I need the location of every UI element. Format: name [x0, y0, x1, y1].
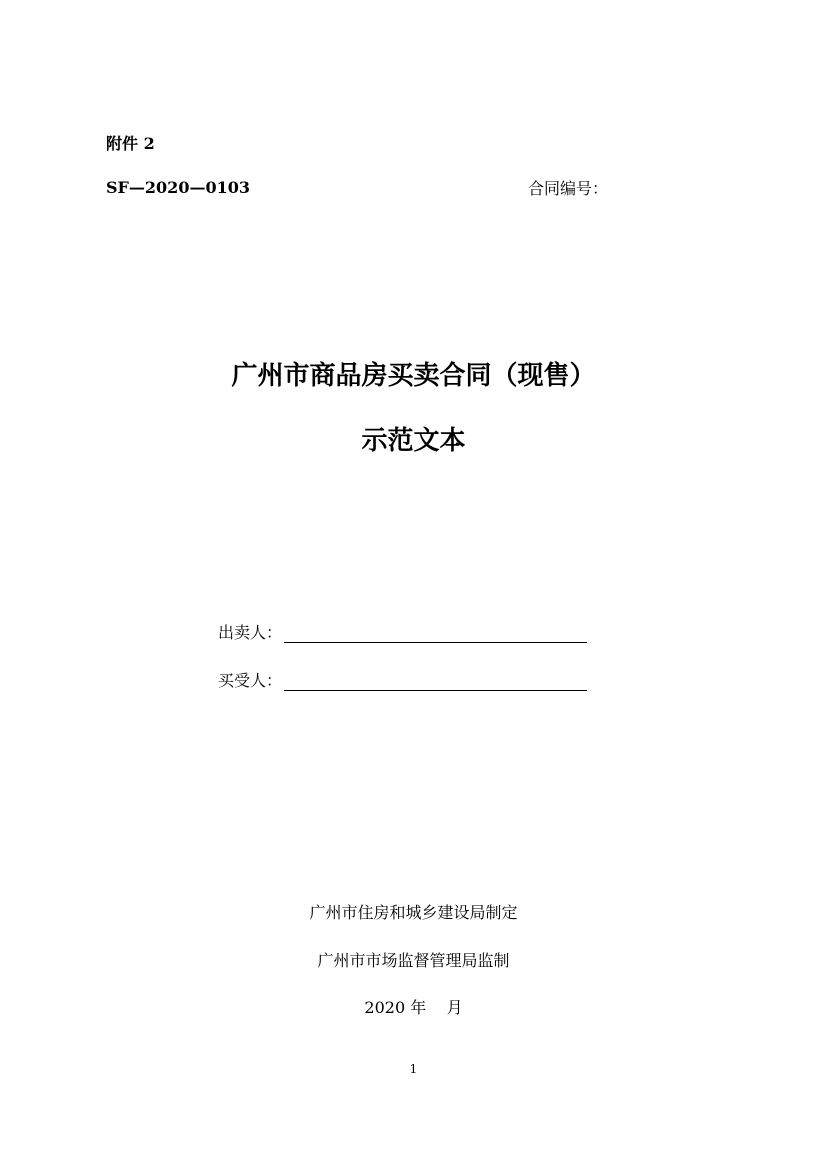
issuing-authority: 广州市住房和城乡建设局制定	[309, 903, 518, 922]
document-subtitle: 示范文本	[361, 426, 466, 456]
issue-date: 2020 年 月	[364, 998, 463, 1017]
document-title: 广州市商品房买卖合同（现售）	[231, 361, 596, 391]
page-number: 1	[409, 1062, 418, 1076]
supervising-authority: 广州市市场监督管理局监制	[317, 951, 510, 970]
seller-label: 出卖人：	[218, 623, 283, 642]
document-code: SF—2020—0103	[106, 178, 250, 197]
attachment-label: 附件 2	[106, 134, 155, 153]
buyer-field	[218, 668, 587, 691]
seller-field	[218, 620, 587, 643]
buyer-blank-line	[284, 676, 587, 691]
buyer-label: 买受人：	[218, 671, 283, 690]
seller-blank-line	[284, 628, 587, 643]
contract-number-label: 合同编号：	[528, 179, 609, 198]
